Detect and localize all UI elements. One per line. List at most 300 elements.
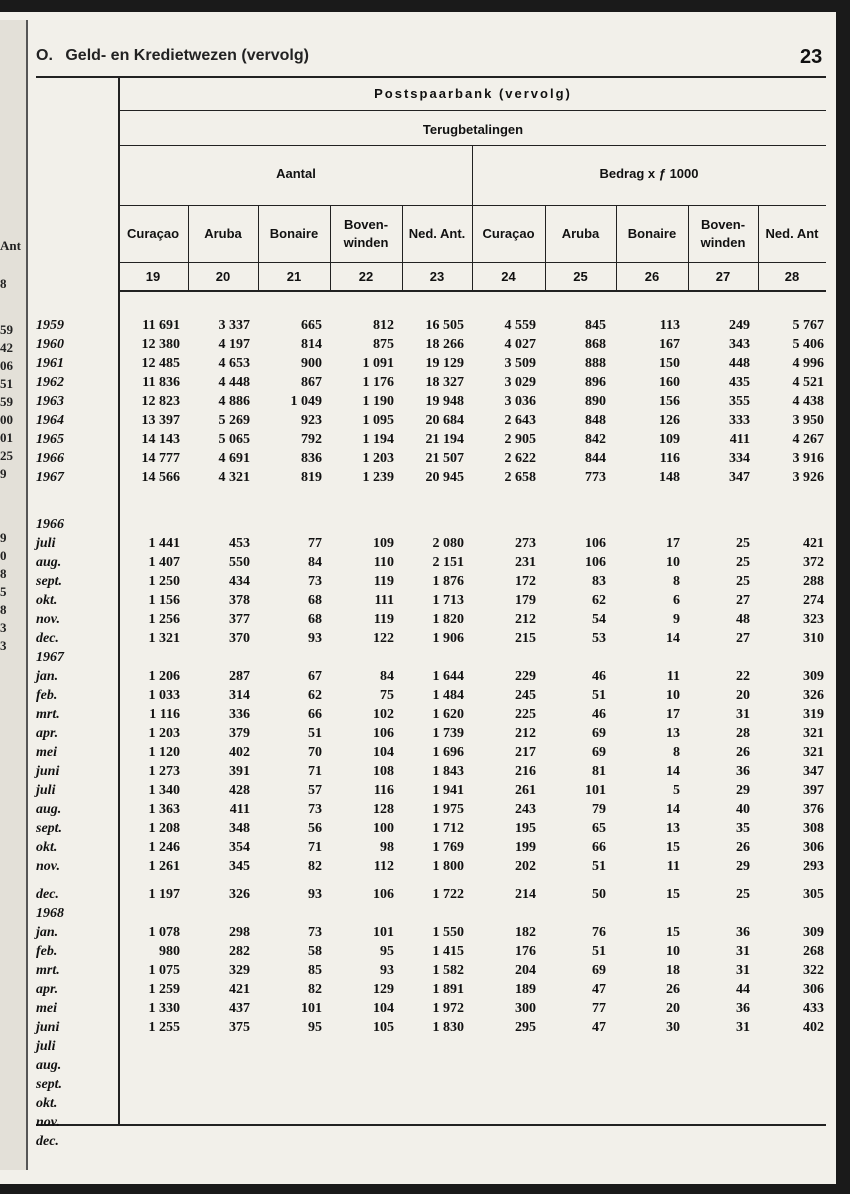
horizontal-rule: [120, 205, 826, 206]
left-page-text: 00: [0, 412, 13, 427]
table-cell: 1 876: [432, 574, 464, 589]
table-cell: 980: [159, 944, 180, 959]
table-cell: 288: [803, 574, 824, 589]
table-cell: 179: [515, 593, 536, 608]
table-cell: 309: [803, 669, 824, 684]
column-number: 27: [715, 269, 731, 284]
table-cell: 22: [736, 669, 750, 684]
table-cell: 11: [666, 669, 680, 684]
table-cell: 326: [229, 887, 250, 902]
table-cell: 347: [729, 470, 750, 485]
table-cell: 314: [229, 688, 250, 703]
row-label: 1968: [36, 906, 64, 921]
table-cell: 111: [374, 593, 394, 608]
table-cell: 306: [803, 982, 824, 997]
header-rule: [36, 76, 826, 78]
row-label: sept.: [36, 821, 63, 836]
table-cell: 65: [592, 821, 606, 836]
table-cell: 5 065: [218, 432, 250, 447]
table-cell: 21 507: [425, 451, 464, 466]
table-cell: 95: [308, 1020, 322, 1035]
table-cell: 14: [666, 764, 680, 779]
table-cell: 68: [308, 593, 322, 608]
table-cell: 27: [736, 631, 750, 646]
table-cell: 69: [592, 726, 606, 741]
row-label: feb.: [36, 688, 58, 703]
row-label: juli: [36, 1039, 56, 1054]
table-cell: 106: [585, 555, 606, 570]
table-cell: 1 820: [432, 612, 464, 627]
table-cell: 100: [373, 821, 394, 836]
row-label: apr.: [36, 982, 59, 997]
column-number: 23: [429, 269, 445, 284]
table-cell: 73: [308, 574, 322, 589]
table-cell: 372: [803, 555, 824, 570]
table-cell: 17: [666, 536, 680, 551]
table-cell: 1 972: [432, 1001, 464, 1016]
table-cell: 308: [803, 821, 824, 836]
table-cell: 189: [515, 982, 536, 997]
table-cell: 195: [515, 821, 536, 836]
table-cell: 129: [373, 982, 394, 997]
table-cell: 1 197: [148, 887, 180, 902]
left-page-text: 01: [0, 430, 13, 445]
table-cell: 25: [736, 574, 750, 589]
table-cell: 379: [229, 726, 250, 741]
row-label: feb.: [36, 944, 58, 959]
table-cell: 347: [803, 764, 824, 779]
row-label: okt.: [36, 840, 58, 855]
table-cell: 3 950: [792, 413, 824, 428]
table-cell: 54: [592, 612, 606, 627]
table-cell: 16 505: [425, 318, 464, 333]
table-cell: 867: [301, 375, 322, 390]
table-cell: 4 321: [218, 470, 250, 485]
table-cell: 345: [229, 859, 250, 874]
table-cell: 212: [515, 726, 536, 741]
table-cell: 333: [729, 413, 750, 428]
table-cell: 11: [666, 859, 680, 874]
table-cell: 377: [229, 612, 250, 627]
table-cell: 104: [373, 745, 394, 760]
table-cell: 15: [666, 887, 680, 902]
table-cell: 1 340: [148, 783, 180, 798]
table-cell: 104: [373, 1001, 394, 1016]
table-cell: 370: [229, 631, 250, 646]
table-cell: 12 380: [141, 337, 180, 352]
table-cell: 814: [301, 337, 322, 352]
table-cell: 448: [729, 356, 750, 371]
table-cell: 57: [308, 783, 322, 798]
table-cell: 66: [592, 840, 606, 855]
table-cell: 18: [666, 963, 680, 978]
table-cell: 31: [736, 707, 750, 722]
chapter-letter: O.: [36, 47, 53, 64]
table-cell: 17: [666, 707, 680, 722]
table-cell: 1 116: [149, 707, 180, 722]
table-cell: 15: [666, 925, 680, 940]
table-cell: 3 509: [504, 356, 536, 371]
left-page-text: 3: [0, 620, 7, 635]
left-page-fragment: [0, 20, 28, 1170]
table-cell: 391: [229, 764, 250, 779]
table-cell: 35: [736, 821, 750, 836]
table-cell: 287: [229, 669, 250, 684]
table-cell: 110: [373, 555, 394, 570]
table-cell: 4 027: [504, 337, 536, 352]
table-cell: 329: [229, 963, 250, 978]
table-cell: 77: [308, 536, 322, 551]
column-number: 22: [358, 269, 374, 284]
table-cell: 1 203: [148, 726, 180, 741]
table-cell: 26: [666, 982, 680, 997]
column-header: Ned. Ant: [765, 226, 819, 241]
table-cell: 435: [729, 375, 750, 390]
table-cell: 182: [515, 925, 536, 940]
table-cell: 27: [736, 593, 750, 608]
chapter-title: Geld- en Kredietwezen (vervolg): [65, 47, 309, 64]
table-cell: 101: [301, 1001, 322, 1016]
table-cell: 156: [659, 394, 680, 409]
table-cell: 14 777: [141, 451, 180, 466]
table-cell: 326: [803, 688, 824, 703]
table-cell: 46: [592, 707, 606, 722]
table-cell: 48: [736, 612, 750, 627]
table-cell: 282: [229, 944, 250, 959]
table-cell: 1 194: [362, 432, 394, 447]
table-cell: 25: [736, 887, 750, 902]
row-label: 1962: [36, 375, 64, 390]
table-cell: 1 906: [432, 631, 464, 646]
table-cell: 40: [736, 802, 750, 817]
table-cell: 214: [515, 887, 536, 902]
table-cell: 101: [585, 783, 606, 798]
row-label: 1959: [36, 318, 64, 333]
table-cell: 665: [301, 318, 322, 333]
table-cell: 160: [659, 375, 680, 390]
table-cell: 128: [373, 802, 394, 817]
table-cell: 3 916: [792, 451, 824, 466]
table-cell: 28: [736, 726, 750, 741]
table-cell: 13 397: [141, 413, 180, 428]
table-cell: 199: [515, 840, 536, 855]
row-label: mrt.: [36, 707, 60, 722]
table-cell: 2 622: [504, 451, 536, 466]
table-cell: 378: [229, 593, 250, 608]
group-bedrag: Bedrag x ƒ 1000: [599, 166, 699, 181]
row-label: mrt.: [36, 963, 60, 978]
table-cell: 71: [308, 764, 322, 779]
table-cell: 261: [515, 783, 536, 798]
table-cell: 411: [229, 802, 250, 817]
table-cell: 2 658: [504, 470, 536, 485]
table-cell: 773: [585, 470, 606, 485]
table-cell: 4 438: [792, 394, 824, 409]
table-cell: 305: [803, 887, 824, 902]
table-cell: 1 246: [148, 840, 180, 855]
table-cell: 19 948: [425, 394, 464, 409]
column-number: 19: [145, 269, 161, 284]
table-cell: 1 769: [432, 840, 464, 855]
row-label: okt.: [36, 1096, 58, 1111]
table-subtitle: Terugbetalingen: [422, 122, 524, 137]
row-label: 1961: [36, 356, 64, 371]
table-cell: 890: [585, 394, 606, 409]
table-cell: 14: [666, 802, 680, 817]
column-header: Bonaire: [627, 226, 677, 241]
table-cell: 896: [585, 375, 606, 390]
table-cell: 105: [373, 1020, 394, 1035]
table-cell: 69: [592, 963, 606, 978]
table-cell: 26: [736, 745, 750, 760]
table-cell: 84: [308, 555, 322, 570]
table-cell: 77: [592, 1001, 606, 1016]
table-cell: 112: [373, 859, 394, 874]
table-cell: 402: [803, 1020, 824, 1035]
table-cell: 56: [308, 821, 322, 836]
left-page-text: 3: [0, 638, 7, 653]
row-label: 1967: [36, 470, 64, 485]
column-number: 25: [573, 269, 588, 284]
left-page-text: 8: [0, 566, 7, 581]
table-cell: 1 713: [432, 593, 464, 608]
table-cell: 68: [308, 612, 322, 627]
column-header: Aruba: [204, 226, 242, 241]
table-cell: 79: [592, 802, 606, 817]
table-cell: 73: [308, 925, 322, 940]
row-label: sept.: [36, 1077, 63, 1092]
table-cell: 75: [380, 688, 394, 703]
table-cell: 148: [659, 470, 680, 485]
table-cell: 26: [736, 840, 750, 855]
table-cell: 51: [592, 688, 606, 703]
table-cell: 102: [373, 707, 394, 722]
row-label: juli: [36, 536, 56, 551]
table-cell: 62: [308, 688, 322, 703]
table-cell: 309: [803, 925, 824, 940]
row-label: juni: [36, 764, 60, 779]
table-cell: 20: [666, 1001, 680, 1016]
table-cell: 11 691: [142, 318, 180, 333]
table-cell: 402: [229, 745, 250, 760]
table-cell: 306: [803, 840, 824, 855]
table-cell: 93: [308, 887, 322, 902]
table-cell: 215: [515, 631, 536, 646]
table-cell: 231: [515, 555, 536, 570]
table-cell: 321: [803, 745, 824, 760]
table-cell: 1 407: [148, 555, 180, 570]
table-cell: 354: [229, 840, 250, 855]
table-cell: 69: [592, 745, 606, 760]
table-cell: 433: [803, 1001, 824, 1016]
table-cell: 1 696: [432, 745, 464, 760]
horizontal-rule: [120, 110, 826, 111]
table-cell: 15: [666, 840, 680, 855]
column-number: 20: [215, 269, 231, 284]
row-label: 1966: [36, 451, 64, 466]
table-cell: 1 095: [362, 413, 394, 428]
column-number: 26: [644, 269, 660, 284]
table-cell: 293: [803, 859, 824, 874]
table-cell: 14: [666, 631, 680, 646]
table-cell: 3 337: [218, 318, 250, 333]
table-cell: 836: [301, 451, 322, 466]
table-cell: 116: [373, 783, 394, 798]
row-label: mei: [36, 745, 57, 760]
table-cell: 295: [515, 1020, 536, 1035]
table-cell: 31: [736, 944, 750, 959]
table-cell: 108: [373, 764, 394, 779]
table-cell: 9: [673, 612, 680, 627]
row-label: dec.: [36, 887, 59, 902]
table-cell: 73: [308, 802, 322, 817]
table-cell: 76: [592, 925, 606, 940]
table-cell: 343: [729, 337, 750, 352]
column-header: Ned. Ant.: [408, 226, 466, 241]
table-cell: 375: [229, 1020, 250, 1035]
row-label: apr.: [36, 726, 59, 741]
table-cell: 1 891: [432, 982, 464, 997]
table-cell: 437: [229, 1001, 250, 1016]
table-cell: 1 644: [432, 669, 464, 684]
table-cell: 119: [373, 574, 394, 589]
left-page-text: 9: [0, 530, 7, 545]
table-cell: 109: [659, 432, 680, 447]
table-cell: 4 448: [218, 375, 250, 390]
table-cell: 31: [736, 963, 750, 978]
table-cell: 421: [803, 536, 824, 551]
table-cell: 842: [585, 432, 606, 447]
table-cell: 14 566: [141, 470, 180, 485]
table-cell: 83: [592, 574, 606, 589]
table-cell: 397: [803, 783, 824, 798]
table-cell: 273: [515, 536, 536, 551]
table-cell: 18 266: [425, 337, 464, 352]
table-cell: 1 550: [432, 925, 464, 940]
row-label: juli: [36, 783, 56, 798]
table-cell: 1 259: [148, 982, 180, 997]
table-cell: 36: [736, 764, 750, 779]
table-cell: 336: [229, 707, 250, 722]
table-cell: 428: [229, 783, 250, 798]
column-header: Curaçao: [482, 226, 535, 241]
table-cell: 1 620: [432, 707, 464, 722]
table-cell: 31: [736, 1020, 750, 1035]
table-cell: 116: [659, 451, 680, 466]
table-cell: 1 722: [432, 887, 464, 902]
table-cell: 434: [229, 574, 250, 589]
left-page-text: Ant: [0, 238, 21, 253]
table-cell: 10: [666, 555, 680, 570]
table-cell: 36: [736, 925, 750, 940]
table-cell: 81: [592, 764, 606, 779]
table-cell: 202: [515, 859, 536, 874]
table-cell: 44: [736, 982, 750, 997]
table-cell: 819: [301, 470, 322, 485]
row-label: 1965: [36, 432, 64, 447]
table-cell: 113: [659, 318, 680, 333]
table-cell: 71: [308, 840, 322, 855]
page-header: [36, 47, 309, 65]
table-cell: 268: [803, 944, 824, 959]
table-cell: 453: [229, 536, 250, 551]
table-cell: 1 049: [290, 394, 322, 409]
table-cell: 323: [803, 612, 824, 627]
table-cell: 12 485: [141, 356, 180, 371]
horizontal-rule: [120, 290, 826, 292]
table-cell: 875: [373, 337, 394, 352]
table-cell: 1 239: [362, 470, 394, 485]
table-cell: 1 078: [148, 925, 180, 940]
table-cell: 95: [380, 944, 394, 959]
table-cell: 1 261: [148, 859, 180, 874]
table-cell: 1 255: [148, 1020, 180, 1035]
row-label: jan.: [36, 669, 59, 684]
table-cell: 84: [380, 669, 394, 684]
table-cell: 4 996: [792, 356, 824, 371]
row-label: nov.: [36, 612, 60, 627]
table-cell: 1 256: [148, 612, 180, 627]
table-cell: 411: [729, 432, 750, 447]
column-number: 28: [784, 269, 800, 284]
footer-rule: [36, 1124, 826, 1126]
row-label: mei: [36, 1001, 57, 1016]
table-cell: 85: [308, 963, 322, 978]
table-cell: 1 843: [432, 764, 464, 779]
row-label: dec.: [36, 1134, 59, 1149]
table-cell: 51: [592, 859, 606, 874]
table-cell: 1 415: [432, 944, 464, 959]
table-cell: 1 033: [148, 688, 180, 703]
table-cell: 176: [515, 944, 536, 959]
table-cell: 66: [308, 707, 322, 722]
table-cell: 150: [659, 356, 680, 371]
table-cell: 2 151: [432, 555, 464, 570]
table-cell: 243: [515, 802, 536, 817]
table-cell: 93: [380, 963, 394, 978]
table-cell: 1 441: [148, 536, 180, 551]
left-page-text: 25: [0, 448, 13, 463]
table-cell: 249: [729, 318, 750, 333]
table-cell: 421: [229, 982, 250, 997]
horizontal-rule: [120, 262, 826, 263]
table-cell: 126: [659, 413, 680, 428]
table-cell: 172: [515, 574, 536, 589]
table-cell: 14 143: [141, 432, 180, 447]
table-cell: 274: [803, 593, 824, 608]
table-cell: 21 194: [425, 432, 464, 447]
left-page-text: 0: [0, 548, 7, 563]
table-cell: 355: [729, 394, 750, 409]
table-cell: 1 120: [148, 745, 180, 760]
table-cell: 5 767: [792, 318, 824, 333]
table-cell: 13: [666, 726, 680, 741]
left-page-text: 59: [0, 394, 13, 409]
table-cell: 5 269: [218, 413, 250, 428]
table-cell: 3 029: [504, 375, 536, 390]
row-label: 1964: [36, 413, 64, 428]
table-cell: 106: [373, 887, 394, 902]
table-cell: 1 156: [148, 593, 180, 608]
table-cell: 1 321: [148, 631, 180, 646]
table-cell: 1 830: [432, 1020, 464, 1035]
left-page-text: 5: [0, 584, 7, 599]
table-cell: 62: [592, 593, 606, 608]
table-cell: 2 080: [432, 536, 464, 551]
table-cell: 25: [736, 536, 750, 551]
table-cell: 348: [229, 821, 250, 836]
column-header: Boven- winden: [343, 217, 389, 250]
